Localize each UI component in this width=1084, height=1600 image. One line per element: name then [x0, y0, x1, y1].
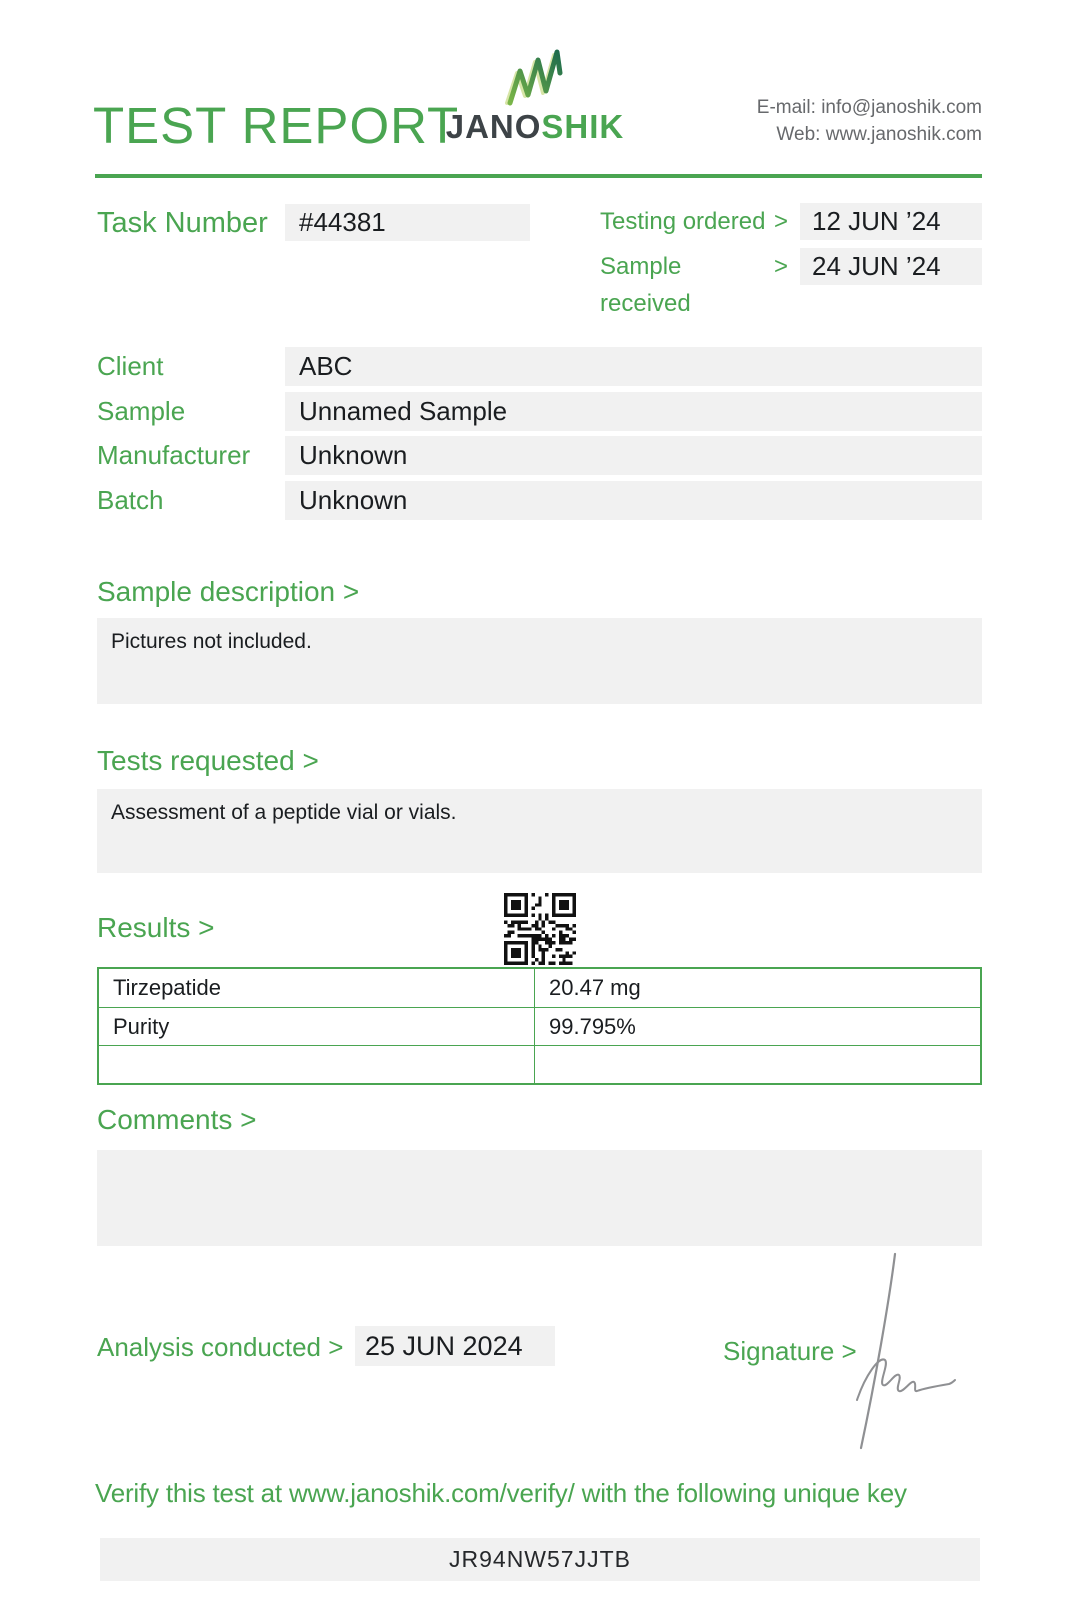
result-value: 20.47 mg: [549, 975, 641, 1000]
sample-description-heading: Sample description >: [97, 576, 360, 607]
verify-instruction: Verify this test at www.janoshik.com/verify/ with the following unique key: [95, 1478, 907, 1508]
analysis-conducted-label: Analysis conducted >: [97, 1332, 344, 1362]
info-row-manufacturer: [97, 436, 982, 475]
client-label: Client: [97, 351, 164, 381]
sample-received-label: [600, 248, 788, 322]
arrow-glyph: >: [773, 253, 788, 280]
result-value: 99.795%: [549, 1014, 636, 1039]
arrow-glyph: >: [773, 208, 788, 235]
logo-word-dark: JANO: [445, 108, 542, 145]
sample-description-box: Pictures not included.: [97, 618, 982, 704]
results-row-empty: [99, 1045, 980, 1083]
results-heading: Results >: [97, 912, 215, 943]
web-value: www.janoshik.com: [825, 124, 982, 145]
sample-label: Sample: [97, 396, 186, 426]
results-row: [99, 969, 980, 1007]
web-label: Web:: [776, 124, 821, 145]
sample-value: Unnamed Sample: [285, 392, 982, 431]
sample-received-text: Sample received: [600, 253, 691, 317]
tests-requested-heading: Tests requested >: [97, 745, 319, 776]
task-number-value: #44381: [285, 204, 530, 241]
email-label: E-mail:: [756, 97, 816, 118]
testing-ordered-value: 12 JUN ’24: [800, 203, 982, 240]
testing-ordered-label: [600, 203, 788, 240]
contact-block: [757, 94, 982, 148]
signature-label: Signature >: [723, 1336, 857, 1366]
batch-label: Batch: [97, 485, 164, 515]
signature-image: [845, 1252, 960, 1452]
logo-word-green: SHIK: [541, 108, 625, 145]
results-table: [97, 967, 982, 1085]
unique-key: JR94NW57JJTB: [100, 1538, 980, 1581]
manufacturer-label: Manufacturer: [97, 440, 251, 470]
manufacturer-value: Unknown: [285, 436, 982, 475]
qr-code: [504, 893, 576, 965]
contact-email-line: [757, 94, 982, 121]
header-divider: [95, 174, 982, 178]
info-row-batch: [97, 481, 982, 520]
comments-box: [97, 1150, 982, 1246]
info-row-client: [97, 347, 982, 386]
analysis-conducted-date: 25 JUN 2024: [355, 1326, 555, 1366]
result-analyte: Tirzepatide: [99, 969, 535, 1007]
page-title: TEST REPORT: [93, 97, 460, 154]
batch-value: Unknown: [285, 481, 982, 520]
results-row: [99, 1007, 980, 1045]
email-value: info@janoshik.com: [821, 97, 982, 118]
logo-wordmark: [440, 108, 630, 146]
client-value: ABC: [285, 347, 982, 386]
sample-received-value: 24 JUN ’24: [800, 248, 982, 285]
trend-chart-icon: [505, 48, 567, 106]
info-row-sample: [97, 392, 982, 431]
result-analyte: Purity: [99, 1008, 535, 1045]
result-value: [535, 1046, 980, 1083]
testing-ordered-row: [600, 203, 982, 240]
contact-web-line: [757, 121, 982, 148]
task-number-label: Task Number: [97, 207, 268, 239]
comments-heading: Comments >: [97, 1104, 257, 1135]
tests-requested-box: Assessment of a peptide vial or vials.: [97, 789, 982, 873]
testing-ordered-text: Testing ordered: [600, 208, 766, 235]
result-analyte: [99, 1046, 535, 1083]
sample-received-row: [600, 248, 982, 317]
